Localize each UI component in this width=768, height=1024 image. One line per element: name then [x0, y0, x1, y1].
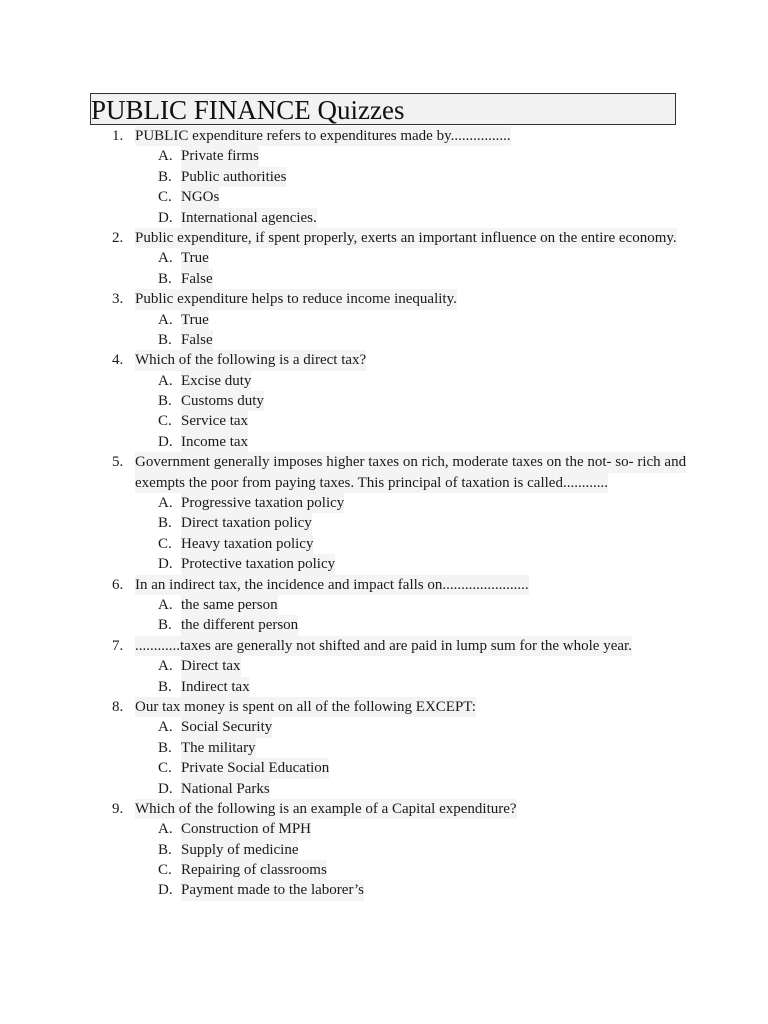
option-text: Customs duty [181, 391, 264, 411]
option-letter: B. [158, 515, 172, 532]
option-c [0, 860, 768, 880]
option-text: International agencies. [181, 208, 317, 228]
option-text: Service tax [181, 411, 248, 431]
option-letter: B. [158, 617, 172, 634]
question-5 [0, 452, 768, 574]
option-letter: C. [158, 413, 172, 430]
option-list [0, 146, 768, 228]
option-letter: C. [158, 862, 172, 879]
option-b [0, 677, 768, 697]
option-text: Excise duty [181, 371, 251, 391]
option-letter: D. [158, 882, 173, 899]
option-letter: A. [158, 596, 173, 613]
option-c [0, 534, 768, 554]
option-a [0, 146, 768, 166]
option-text: Private Social Education [181, 758, 329, 778]
option-letter: A. [158, 719, 173, 736]
question-number: 1. [112, 128, 124, 144]
question-number: 9. [112, 800, 124, 817]
option-letter: C. [158, 535, 172, 552]
option-letter: B. [158, 168, 172, 185]
option-text: Income tax [181, 432, 248, 452]
option-a [0, 595, 768, 615]
option-list [0, 493, 768, 575]
option-b [0, 738, 768, 758]
question-line [0, 575, 768, 595]
question-number: 3. [112, 291, 124, 308]
question-number: 7. [112, 637, 124, 654]
option-text: True [181, 248, 209, 268]
question-4 [0, 350, 768, 452]
question-text: Our tax money is spent on all of the following EXCEPT: [135, 697, 476, 717]
question-line [0, 350, 768, 370]
question-line [0, 228, 768, 248]
question-list [0, 126, 768, 901]
question-text: Public expenditure, if spent properly, exerts an important influence on the entire economy. [135, 228, 677, 248]
option-letter: C. [158, 760, 172, 777]
page-title: PUBLIC FINANCE Quizzes [91, 95, 405, 125]
question-text: ............taxes are generally not shifted and are paid in lump sum for the whole year. [135, 636, 632, 656]
question-number: 6. [112, 576, 124, 593]
option-b [0, 615, 768, 635]
option-a [0, 371, 768, 391]
option-list [0, 819, 768, 901]
option-letter: A. [158, 495, 173, 512]
option-b [0, 167, 768, 187]
option-letter: B. [158, 841, 172, 858]
option-letter: B. [158, 393, 172, 410]
option-c [0, 411, 768, 431]
option-d [0, 432, 768, 452]
option-list [0, 595, 768, 636]
option-list [0, 310, 768, 351]
question-7 [0, 636, 768, 697]
option-text: True [181, 310, 209, 330]
question-text: PUBLIC expenditure refers to expenditures made by................ [135, 126, 511, 146]
option-b [0, 513, 768, 533]
option-text: Construction of MPH [181, 819, 311, 839]
question-text: In an indirect tax, the incidence and impact falls on....................... [135, 575, 529, 595]
question-line-continued [0, 473, 768, 493]
option-list [0, 248, 768, 289]
option-text: NGOs [181, 187, 219, 207]
option-text: False [181, 269, 213, 289]
option-text: Progressive taxation policy [181, 493, 344, 513]
option-letter: A. [158, 821, 173, 838]
option-b [0, 330, 768, 350]
option-a [0, 248, 768, 268]
question-1 [0, 126, 768, 228]
question-number: 2. [112, 229, 124, 246]
option-d [0, 208, 768, 228]
question-3 [0, 289, 768, 350]
option-letter: D. [158, 433, 173, 450]
option-letter: B. [158, 678, 172, 695]
title-box [90, 93, 676, 125]
option-letter: C. [158, 189, 172, 206]
question-line [0, 636, 768, 656]
question-number: 8. [112, 698, 124, 715]
option-list [0, 656, 768, 697]
option-list [0, 717, 768, 799]
option-text: Supply of medicine [181, 840, 298, 860]
option-text: Direct taxation policy [181, 513, 312, 533]
option-a [0, 656, 768, 676]
option-text: the different person [181, 615, 298, 635]
option-letter: A. [158, 148, 173, 165]
option-text: Direct tax [181, 656, 241, 676]
question-number: 4. [112, 352, 124, 369]
option-b [0, 269, 768, 289]
option-text: Repairing of classrooms [181, 860, 327, 880]
option-letter: D. [158, 209, 173, 226]
option-text: Payment made to the laborer’s [181, 880, 364, 900]
option-c [0, 187, 768, 207]
option-text: The military [181, 738, 256, 758]
option-text: False [181, 330, 213, 350]
option-text: National Parks [181, 779, 270, 799]
option-a [0, 819, 768, 839]
option-text: the same person [181, 595, 278, 615]
question-text: Which of the following is an example of a Capital expenditure? [135, 799, 517, 819]
option-a [0, 717, 768, 737]
option-text: Indirect tax [181, 677, 250, 697]
option-text: Heavy taxation policy [181, 534, 313, 554]
option-d [0, 779, 768, 799]
option-letter: A. [158, 250, 173, 267]
option-list [0, 371, 768, 453]
option-a [0, 310, 768, 330]
option-b [0, 391, 768, 411]
question-text: Public expenditure helps to reduce income inequality. [135, 289, 457, 309]
option-d [0, 554, 768, 574]
question-6 [0, 575, 768, 636]
question-9 [0, 799, 768, 901]
question-2 [0, 228, 768, 289]
question-8 [0, 697, 768, 799]
option-text: Private firms [181, 146, 259, 166]
option-c [0, 758, 768, 778]
option-letter: D. [158, 556, 173, 573]
option-letter: B. [158, 270, 172, 287]
question-line [0, 289, 768, 309]
option-letter: B. [158, 739, 172, 756]
option-letter: A. [158, 658, 173, 675]
question-text-line-1: Government generally imposes higher taxes on rich, moderate taxes on the not- so- rich and [135, 452, 686, 472]
question-text: Which of the following is a direct tax? [135, 350, 366, 370]
option-letter: A. [158, 372, 173, 389]
option-text: Protective taxation policy [181, 554, 335, 574]
question-line [0, 126, 768, 146]
option-d [0, 880, 768, 900]
option-letter: B. [158, 331, 172, 348]
question-number: 5. [112, 454, 124, 471]
question-text-line-2: exempts the poor from paying taxes. This principal of taxation is called............ [135, 473, 608, 493]
option-letter: D. [158, 780, 173, 797]
option-a [0, 493, 768, 513]
option-text: Social Security [181, 717, 272, 737]
option-b [0, 840, 768, 860]
question-line [0, 799, 768, 819]
option-text: Public authorities [181, 167, 286, 187]
option-letter: A. [158, 311, 173, 328]
question-line [0, 452, 768, 472]
question-line [0, 697, 768, 717]
